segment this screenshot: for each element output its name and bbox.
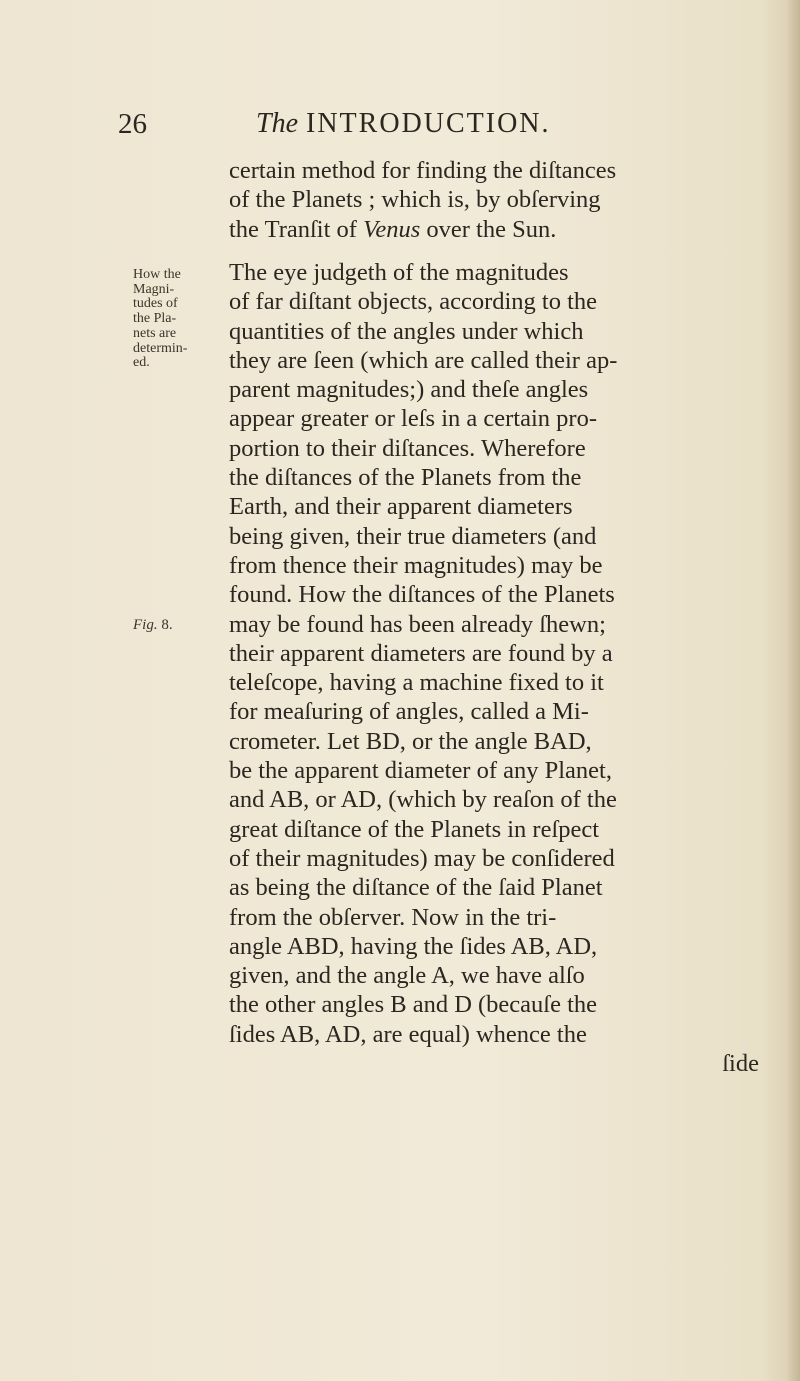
text-line: the diſtances of the Planets from the (229, 464, 582, 492)
margin-line: determin- (133, 340, 188, 356)
text-line: be the apparent diameter of any Planet, (229, 757, 612, 785)
text-line: and AB, or AD, (which by reaſon of the (229, 786, 617, 814)
text-line: being given, their true diameters (and (229, 522, 597, 550)
page-header (0, 108, 800, 148)
text-line: of their magnitudes) may be conſidered (229, 844, 615, 872)
text-line: certain method for finding the diſtances (229, 157, 617, 184)
margin-note-figure (133, 618, 225, 633)
text-line: of the Planets ; which is, by obſerving (229, 186, 601, 214)
text-line: they are ſeen (which are called their ap- (229, 346, 618, 374)
text-line: Earth, and their apparent diameters (229, 493, 573, 521)
running-head-title: INTRODUCTION. (306, 108, 551, 139)
running-head (256, 108, 551, 140)
paragraph-1 (229, 156, 759, 244)
text-line: appear greater or leſs in a certain pro- (229, 405, 597, 433)
text-line: their apparent diameters are found by a (229, 639, 613, 667)
text-line: great diſtance of the Planets in reſpect (229, 815, 600, 843)
margin-line: ed. (133, 355, 150, 371)
margin-line: How the (133, 267, 181, 282)
text-line: crometer. Let BD, or the angle BAD, (229, 727, 592, 755)
text-line: angle ABD, having the ſides AB, AD, (229, 932, 598, 960)
catchword: ſide (722, 1050, 759, 1078)
text-line (229, 215, 759, 244)
margin-note-magnitudes (133, 268, 225, 371)
text-line: portion to their diſtances. Wherefore (229, 434, 586, 462)
figure-number: 8. (161, 617, 173, 633)
text-line: parent magnitudes;) and theſe angles (229, 376, 589, 404)
text-line: teleſcope, having a machine fixed to it (229, 669, 604, 697)
text-line: found. How the diſtances of the Planets (229, 581, 615, 609)
text-line: of far diſtant objects, according to the (229, 288, 598, 316)
venus-italic: Venus (363, 215, 421, 243)
page-edge-shadow (786, 0, 800, 1381)
paragraph-2 (229, 258, 759, 1078)
margin-line: the Pla- (133, 311, 177, 327)
running-head-italic: The (256, 108, 298, 139)
figure-label: Fig. (133, 617, 158, 633)
text-line: given, and the angle A, we have alſo (229, 962, 585, 990)
text-line: The eye judgeth of the magnitudes (229, 259, 569, 286)
text-line: quantities of the angles under which (229, 317, 584, 345)
text-line: from the obſerver. Now in the tri- (229, 903, 557, 931)
text-fragment: over the Sun. (420, 215, 557, 243)
text-line: as being the diſtance of the ſaid Planet (229, 874, 603, 902)
margin-line: Magni- (133, 281, 175, 297)
text-line: for meaſuring of angles, called a Mi- (229, 698, 589, 726)
text-line: ſides AB, AD, are equal) whence the (229, 1020, 587, 1048)
text-fragment: the Tranſit of (229, 215, 364, 243)
text-line: from thence their magnitudes) may be (229, 551, 603, 579)
text-line: the other angles B and D (becauſe the (229, 991, 598, 1019)
margin-line: tudes of (133, 296, 178, 312)
text-line: may be found has been already ſhewn; (229, 610, 606, 638)
margin-line: nets are (133, 325, 177, 341)
page-number: 26 (118, 108, 147, 140)
